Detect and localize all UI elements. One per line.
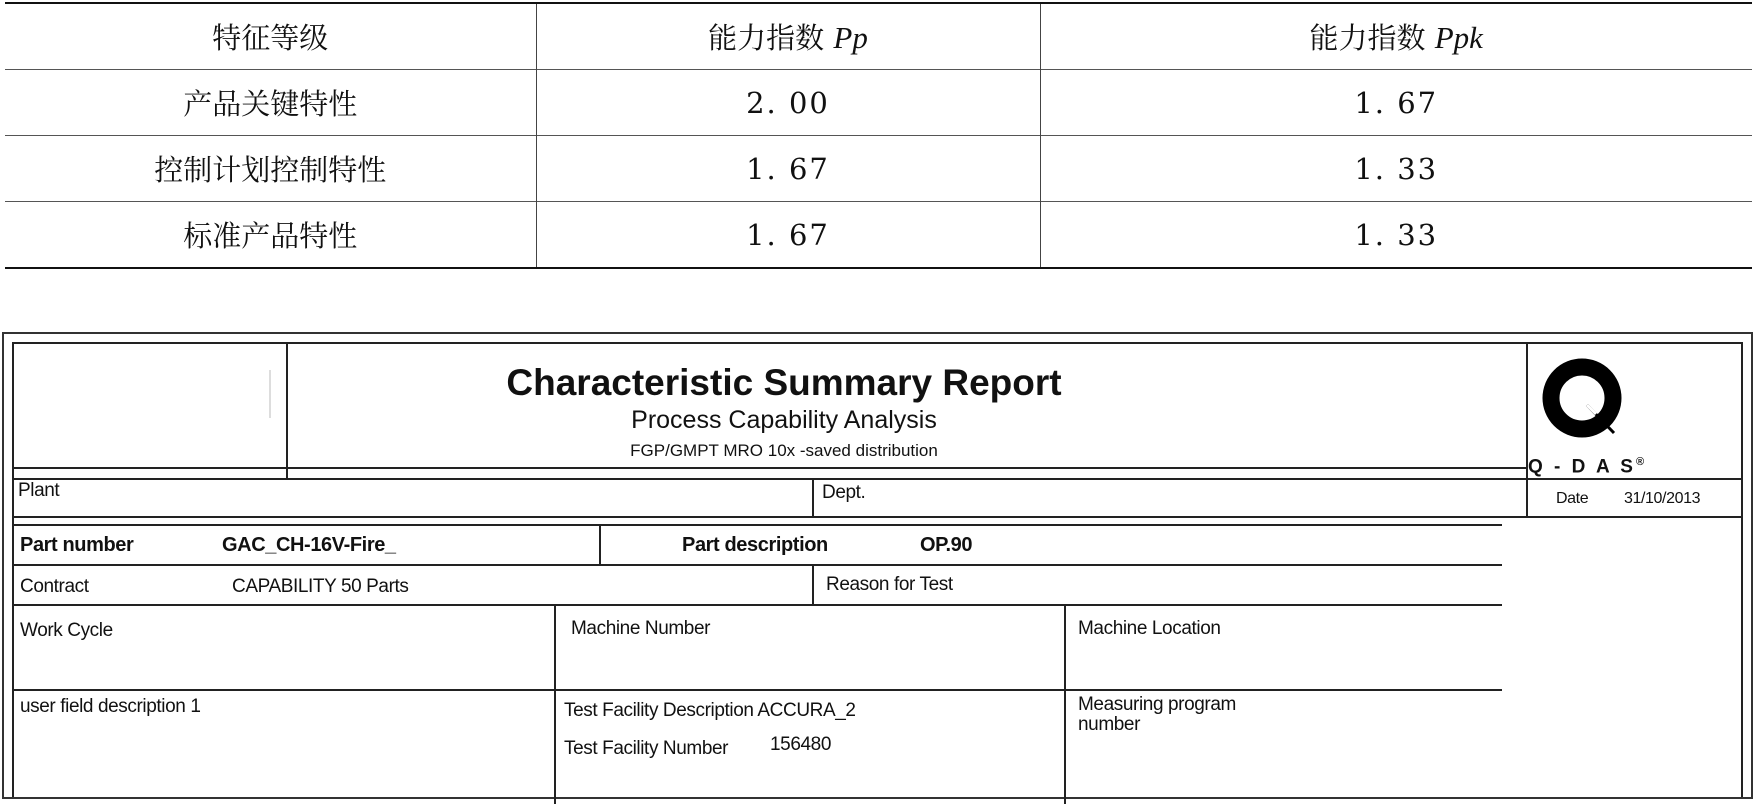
contract-row-bottom: [14, 604, 1502, 606]
pp-cell: 2. 00: [536, 70, 1040, 136]
machine-number-divider: [554, 604, 556, 804]
date-divider: [1526, 478, 1528, 516]
grade-cell: 控制计划控制特性: [154, 153, 387, 187]
reason-divider: [812, 564, 814, 604]
test-facility-number-label: Test Facility Number: [564, 738, 729, 759]
table-row: [5, 70, 1752, 136]
date-value: 31/10/2013: [1624, 490, 1701, 507]
pp-cell: 1. 67: [536, 202, 1040, 269]
machine-number-label: Machine Number: [571, 618, 711, 639]
table-row: [5, 202, 1752, 269]
header-ppk-symbol: Ppk: [1434, 20, 1483, 55]
measuring-program-label-1: Measuring program: [1078, 694, 1236, 715]
report-frame: [12, 342, 1743, 797]
faint-mark: [269, 370, 271, 418]
machine-location-divider: [1064, 604, 1066, 804]
part-description-label: Part description: [682, 534, 828, 556]
qdas-logo-icon: [1524, 350, 1644, 470]
work-cycle-label: Work Cycle: [20, 620, 113, 641]
header-bottom-line: [14, 467, 1527, 469]
grade-cell: 产品关键特性: [183, 87, 358, 121]
ppk-cell: 1. 33: [1040, 136, 1752, 202]
plant-row-top: [14, 478, 1741, 480]
dept-label: Dept.: [822, 482, 866, 503]
part-row-bottom: [14, 564, 1502, 566]
user-field-label: user field description 1: [20, 696, 201, 717]
header-ppk: [1040, 3, 1752, 70]
logo-text: [1528, 456, 1658, 478]
date-label: Date: [1556, 490, 1589, 507]
part-row-top: [14, 524, 1502, 526]
contract-label: Contract: [20, 576, 89, 597]
grade-cell: 标准产品特性: [183, 219, 358, 253]
reason-for-test-label: Reason for Test: [826, 574, 953, 595]
header-ppk-text: 能力指数: [1309, 21, 1435, 55]
header-pp-symbol: Pp: [833, 20, 868, 55]
test-facility-description: [564, 700, 856, 722]
registered-mark: ®: [1635, 456, 1648, 468]
measuring-program-label-2: number: [1078, 714, 1141, 735]
test-facility-desc-label: Test Facility Description: [564, 700, 754, 721]
part-number-label: Part number: [20, 534, 134, 556]
part-desc-divider: [599, 524, 601, 564]
header-grade: 特征等级: [212, 21, 329, 55]
header-pp: [536, 3, 1040, 70]
summary-report: [2, 332, 1753, 799]
pp-cell: 1. 67: [536, 136, 1040, 202]
part-description-value: OP.90: [920, 534, 973, 556]
machine-location-label: Machine Location: [1078, 618, 1221, 639]
plant-label: Plant: [18, 480, 60, 501]
contract-value: CAPABILITY 50 Parts: [232, 576, 409, 597]
report-description: FGP/GMPT MRO 10x -saved distribution: [630, 441, 938, 460]
test-facility-number-value: 156480: [770, 734, 832, 755]
ppk-cell: 1. 33: [1040, 202, 1752, 269]
header-pp-text: 能力指数: [708, 21, 834, 55]
report-title: Characteristic Summary Report: [506, 362, 1062, 403]
table-row: [5, 136, 1752, 202]
test-facility-desc-value: ACCURA_2: [757, 700, 856, 721]
table-header-row: [5, 3, 1752, 70]
work-cycle-row-bottom: [14, 689, 1502, 691]
part-number-value: GAC_CH-16V-Fire_: [222, 534, 396, 556]
dept-divider: [812, 478, 814, 516]
plant-row-bottom: [14, 516, 1741, 518]
logo-wordmark: Q - D A S: [1528, 456, 1636, 478]
report-subtitle: Process Capability Analysis: [631, 406, 937, 434]
capability-index-table: [5, 2, 1752, 269]
ppk-cell: 1. 67: [1040, 70, 1752, 136]
